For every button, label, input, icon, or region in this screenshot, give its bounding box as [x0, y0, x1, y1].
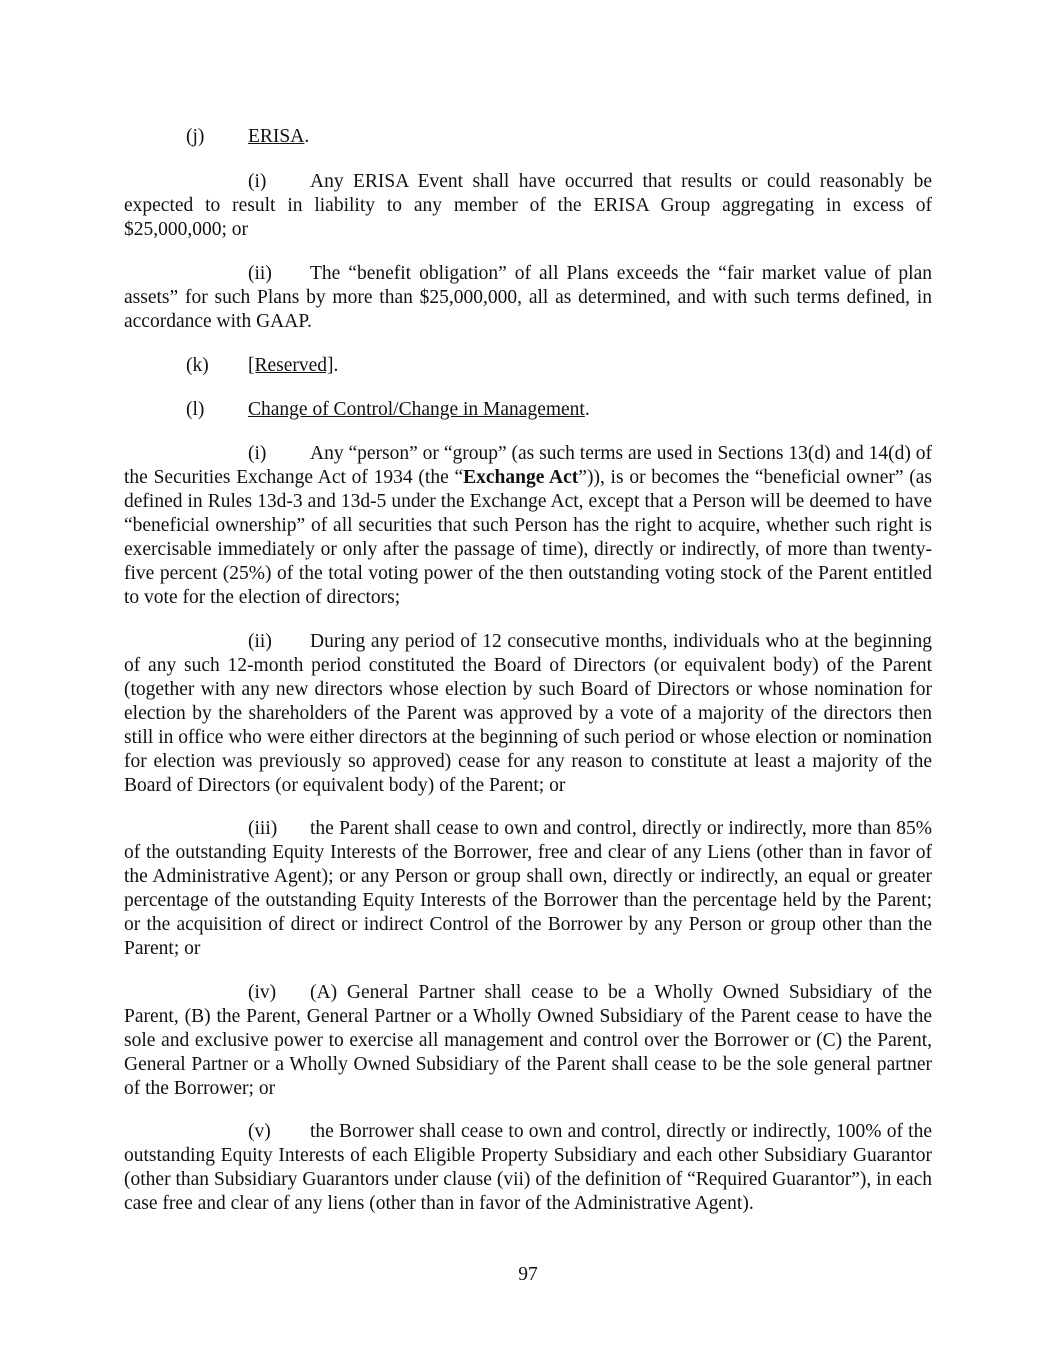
page-number: 97: [518, 1264, 538, 1285]
section-l-item-iii: [124, 817, 932, 961]
item-text: the Borrower shall cease to own and control, directly or indirectly, 100% of the outstanding Equity Interests of each Eligible Property Subsidiary and each other Subsidiary Guarantor (other than Subsidiary Guarantors under clause (vii) of the definition of “Required Guarantor”), in each case free and clear of any liens (other than in favor of the Administrative Agent).: [124, 1121, 932, 1214]
item-number: (i): [248, 171, 267, 192]
section-l-item-ii: [124, 630, 932, 798]
section-j-item-i: [124, 170, 932, 242]
item-text-before: Any “person” or “group” (as such terms are used in Sections 13(d) and 14(d) of the Securities Exchange Act of 1934 (the “: [124, 443, 932, 488]
section-l-item-i: [124, 442, 932, 610]
section-k-title-suffix: .: [333, 355, 339, 376]
item-number: (ii): [248, 263, 272, 284]
item-number: (v): [248, 1121, 271, 1142]
section-l-heading: [186, 398, 590, 422]
item-number: (iii): [248, 818, 278, 839]
section-l-item-v: [124, 1120, 932, 1216]
section-l-item-iv: [124, 981, 932, 1101]
item-text: During any period of 12 consecutive months, individuals who at the beginning of any such 12-month period constituted the Board of Directors (or equivalent body) of the Parent (together with any new directors whose election by such Board of Directors or whose nomination for election by the shareholders of the Parent was approved by a vote of a majority of the directors then still in office who were either directors at the beginning of such period or whose election or nomination for election was previously so approved) cease for any reason to constitute at least a majority of the Board of Directors (or equivalent body) of the Parent; or: [124, 631, 932, 796]
section-j-heading: [186, 125, 309, 149]
section-j-title-suffix: .: [304, 126, 310, 147]
section-k-number: (k): [186, 355, 209, 376]
section-k-heading: [186, 354, 338, 378]
section-l-number: (l): [186, 399, 205, 420]
item-text: The “benefit obligation” of all Plans exceeds the “fair market value of plan assets” for such Plans by more than $25,000,000, all as determined, and with such terms defined, in accordance with GAAP.: [124, 263, 932, 332]
section-j-number: (j): [186, 126, 205, 147]
item-text-after: ”)), is or becomes the “beneficial owner” (as defined in Rules 13d-3 and 13d-5 under the Exchange Act, except that a Person will be deemed to have “beneficial ownership” of all securities that such Person has the right to acquire, whether such right is exercisable immediately or only after the passage of time), directly or indirectly, of more than twenty-five percent (25%) of the total voting power of the then outstanding voting stock of the Parent entitled to vote for the election of directors;: [124, 467, 932, 608]
document-page: [124, 0, 932, 1365]
item-text: Any ERISA Event shall have occurred that results or could reasonably be expected to result in liability to any member of the ERISA Group aggregating in excess of $25,000,000; or: [124, 171, 932, 240]
defined-term-exchange-act: Exchange Act: [463, 467, 579, 488]
item-number: (i): [248, 443, 267, 464]
item-text: the Parent shall cease to own and control, directly or indirectly, more than 85% of the outstanding Equity Interests of the Borrower, free and clear of any Liens (other than in favor of the Administrative Agent); or any Person or group shall own, directly or indirectly, an equal or greater percentage of the outstanding Equity Interests of the Borrower than the percentage held by the Parent; or the acquisition of direct or indirect Control of the Borrower by any Person or group other than the Parent; or: [124, 818, 932, 959]
item-number: (iv): [248, 982, 277, 1003]
section-l-title-suffix: .: [584, 399, 590, 420]
section-k-title: [Reserved]: [248, 355, 334, 376]
section-j-title: ERISA: [248, 126, 305, 147]
item-text: (A) General Partner shall cease to be a Wholly Owned Subsidiary of the Parent, (B) the Parent, General Partner or a Wholly Owned Subsidiary of the Parent cease to have the sole and exclusive power to exercise all management and control over the Borrower or (C) the Parent, General Partner or a Wholly Owned Subsidiary of the Parent shall cease to be the sole general partner of the Borrower; or: [124, 982, 932, 1099]
section-j-item-ii: [124, 262, 932, 334]
item-number: (ii): [248, 631, 272, 652]
section-l-title: Change of Control/Change in Management: [248, 399, 585, 420]
